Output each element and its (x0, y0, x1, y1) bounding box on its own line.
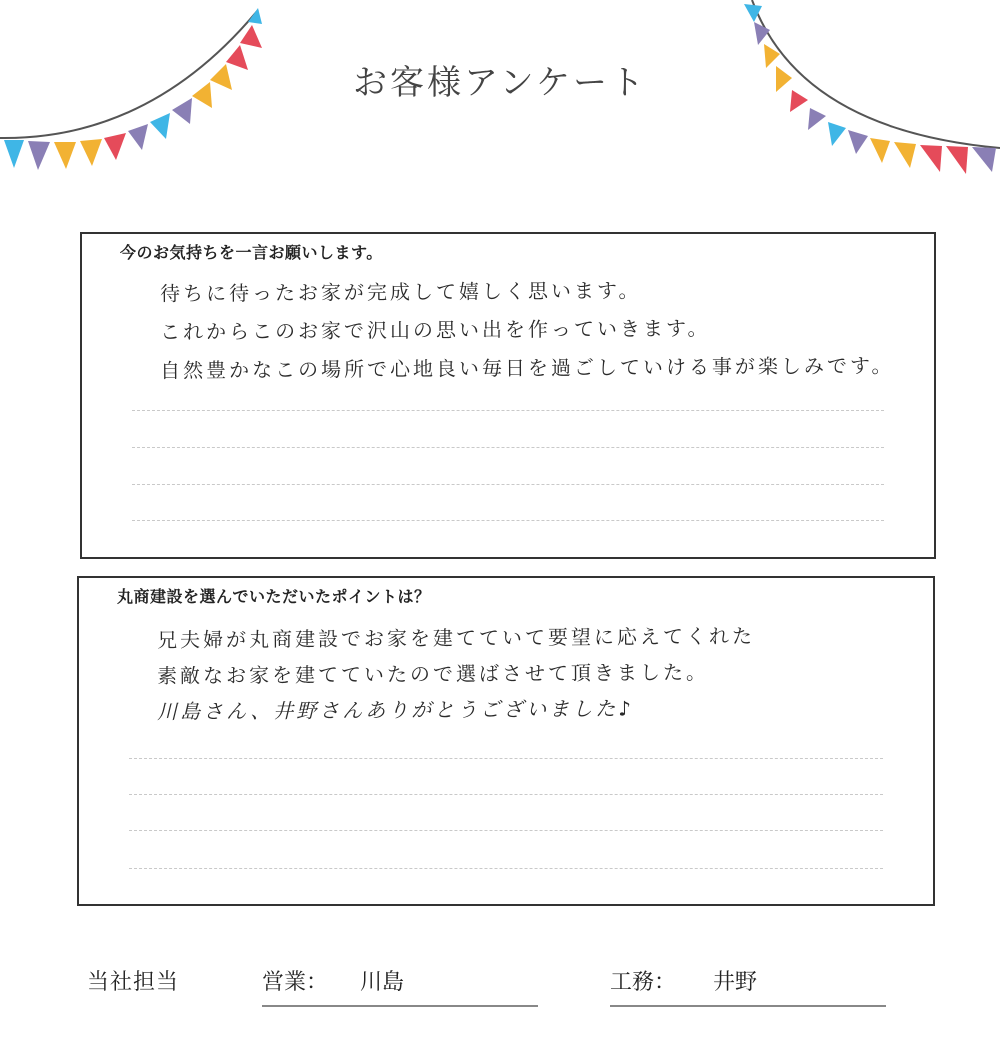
works-value: 井野 (713, 970, 758, 995)
sales-value: 川島 (360, 970, 405, 995)
answer-2-line-2: 素敵なお家を建てていたので選ばさせて頂きました。 (156, 660, 710, 688)
ruled-line (129, 758, 883, 759)
staff-label: 当社担当 (87, 970, 180, 995)
answer-1-line-1: 待ちに待ったお家が完成して嬉しく思います。 (159, 278, 642, 306)
ruled-line (132, 410, 884, 411)
ruled-lines (129, 578, 883, 904)
ruled-line (129, 830, 883, 831)
answer-1-line-3: 自然豊かなこの場所で心地良い毎日を過ごしていける事が楽しみです。 (159, 353, 895, 383)
sales-label: 営業： (262, 970, 329, 995)
question-2-title: 丸商建設を選んでいただいたポイントは？ (117, 587, 431, 606)
question-2-card (77, 576, 935, 906)
ruled-lines (132, 234, 884, 557)
question-1-title: 今のお気持ちを一言お願いします。 (120, 243, 383, 262)
answer-1-line-2: これからこのお家で沢山の思い出を作っていきます。 (159, 316, 711, 344)
ruled-line (132, 484, 884, 485)
ruled-line (132, 447, 884, 448)
ruled-line (132, 520, 884, 521)
ruled-line (129, 868, 883, 869)
answer-2-line-1: 兄夫婦が丸商建設でお家を建てていて要望に応えてくれた (156, 623, 756, 653)
answer-2-line-3: 川島さん、井野さんありがとうございました♪ (156, 696, 635, 724)
page-title: お客様アンケート (353, 63, 647, 103)
works-label: 工務： (610, 970, 677, 995)
ruled-line (129, 794, 883, 795)
question-1-card (80, 232, 936, 559)
works-staff-field (610, 965, 886, 1007)
sales-staff-field (262, 965, 538, 1007)
